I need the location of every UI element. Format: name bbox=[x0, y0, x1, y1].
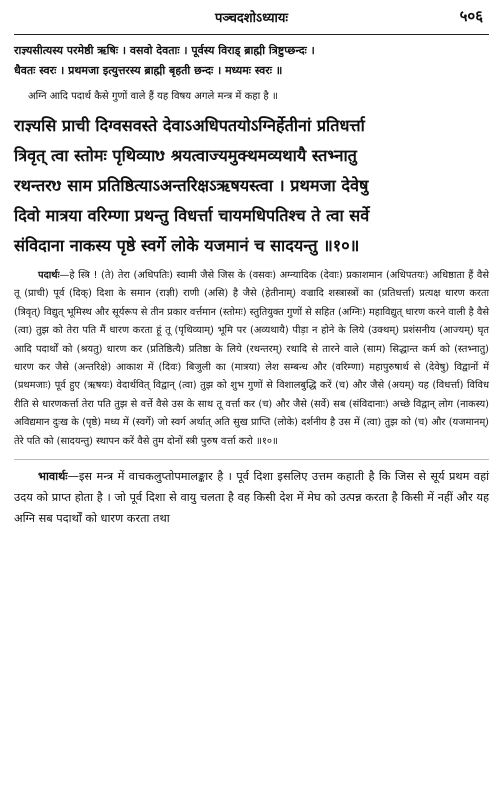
gist-text: —इस मन्त्र में वाचकलुप्तोपमालङ्कार है । पूर्व दिशा इसलिए उत्तम कहाती है कि जिस से सूर्य प्रथम वहां उदय को प्राप्त होता है । जो पूर्व दिशा से वायु चलता है वह किसी देश में मेघ को उत्पन्न करता है किसी में नहीं और यह अग्नि सब पदार्थों को धारण करता तथा bbox=[14, 470, 489, 526]
mantra-metadata bbox=[14, 41, 489, 81]
gist-section bbox=[14, 459, 489, 529]
mantra-line: रथन्तरᳪ साम प्रतिष्ठित्याऽअन्तरिक्षऽऋषयस्त्वा । प्रथमजा देवेषु bbox=[14, 176, 369, 195]
chapter-title: पञ्चदशोऽध्यायः bbox=[214, 11, 289, 26]
page-header bbox=[14, 0, 489, 35]
gist-label: भावार्थः bbox=[38, 470, 68, 484]
metadata-line-1: राज्ञ्यसीत्यस्य परमेष्ठी ऋषिः । वसवो देवताः । पूर्वस्य विराड् ब्राह्मी त्रिष्टुप्छन्दः । bbox=[14, 44, 315, 57]
word-meaning-section bbox=[14, 267, 489, 451]
mantra-text bbox=[14, 111, 489, 261]
word-meaning-text: —हे स्त्रि ! (ते) तेरा (अधिपतिः) स्वामी जैसे जिस के (वसवः) अग्न्यादिक (देवाः) प्रकाशमान (अधिपतयः) अधिष्ठाता हैं वैसे तू (प्राची) पूर्व (दिक्) दिशा के समान (राज्ञी) राणी (असि) है जैसे (हेतीनाम्) वज्रादि शस्त्रास्त्रों का (प्रतिधर्त्ता) प्रत्यक्ष धारण करता (त्रिवृत्) विद्युत् भूमिस्थ और सूर्यरूप से तीन प्रकार वर्त्तमान (स्तोमः) स्तुतियुक्त गुणों से सहित (अग्निः) महाविद्युत् धारण करने वाली है वैसे (त्वा) तुझ को तेरा पति मैं धारण करता हूं तू (पृथिव्याम्) भूमि पर (अव्यथायै) पीड़ा न होने के लिये (उक्थम्) प्रशंसनीय (आज्यम्) घृत आदि पदार्थों को (श्रयतु) धारण कर (प्रतिष्ठित्यै) प्रतिष्ठा के लिये (रथन्तरम्) रथादि से तारने वाले (साम) सिद्धान्त कर्म को (स्तभ्नातु) धारण कर जैसे (अन्तरिक्षे) आकाश में (दिवः) बिजुली का (मात्रया) लेश सम्बन्ध और (वरिम्णा) महापुरुषार्थ से (देवेषु) विद्वानों में (प्रथमजाः) पूर्व हुए (ऋषयः) वेदार्थवित् विद्वान् (त्वा) तुझ को शुभ गुणों से विशालबुद्धि करें (च) और जैसे (अयम्) यह (विधर्त्ता) विविध रीति से धारणकर्त्ता तेरा पति तुझ से वर्त्ते वैसे उस के साथ तू वर्त्ता कर (च) और जैसे (सर्वे) सब (संविदानाः) अच्छे विद्वान् लोग (नाकस्य) अविद्यमान दुःख के (पृष्ठे) मध्य में (स्वर्गे) जो स्वर्ग अर्थात् अति सुख प्राप्ति (लोके) दर्शनीय है उस में (त्वा) तुझ को (च) और (यजमानम्) तेरे पति को (सादयन्तु) स्थापन करें वैसे तुम दोनों स्त्री पुरुष वर्त्ता करो ॥१०॥ bbox=[14, 270, 489, 447]
word-meaning-label: पदार्थः bbox=[38, 270, 60, 281]
metadata-line-2: धैवतः स्वरः । प्रथमजा इत्युत्तरस्य ब्राह्मी बृहती छन्दः । मध्यमः स्वरः ॥ bbox=[14, 64, 283, 77]
mantra-line: दिवो मात्रया वरिम्णा प्रथन्तु विधर्त्ता चायमधिपतिश्च ते त्वा सर्वे bbox=[14, 206, 370, 225]
page-number: ५०६ bbox=[459, 7, 483, 25]
mantra-line: संविदाना नाकस्य पृष्ठे स्वर्गे लोके यजमानं च सादयन्तु ॥१०॥ bbox=[14, 236, 360, 255]
mantra-line: त्रिवृत् त्वा स्तोमः पृथिव्याᳪ श्रयत्वाज्यमुक्थमव्यथायै स्तभ्नातु bbox=[14, 146, 357, 165]
mantra-line: राज्ञ्यसि प्राची दिग्वसवस्ते देवाऽअधिपतयोऽग्निर्हेतीनां प्रतिधर्त्ता bbox=[14, 116, 365, 135]
mantra-intro: अग्नि आदि पदार्थ कैसे गुणों वाले हैं यह विषय अगले मन्त्र में कहा है ॥ bbox=[28, 91, 278, 102]
